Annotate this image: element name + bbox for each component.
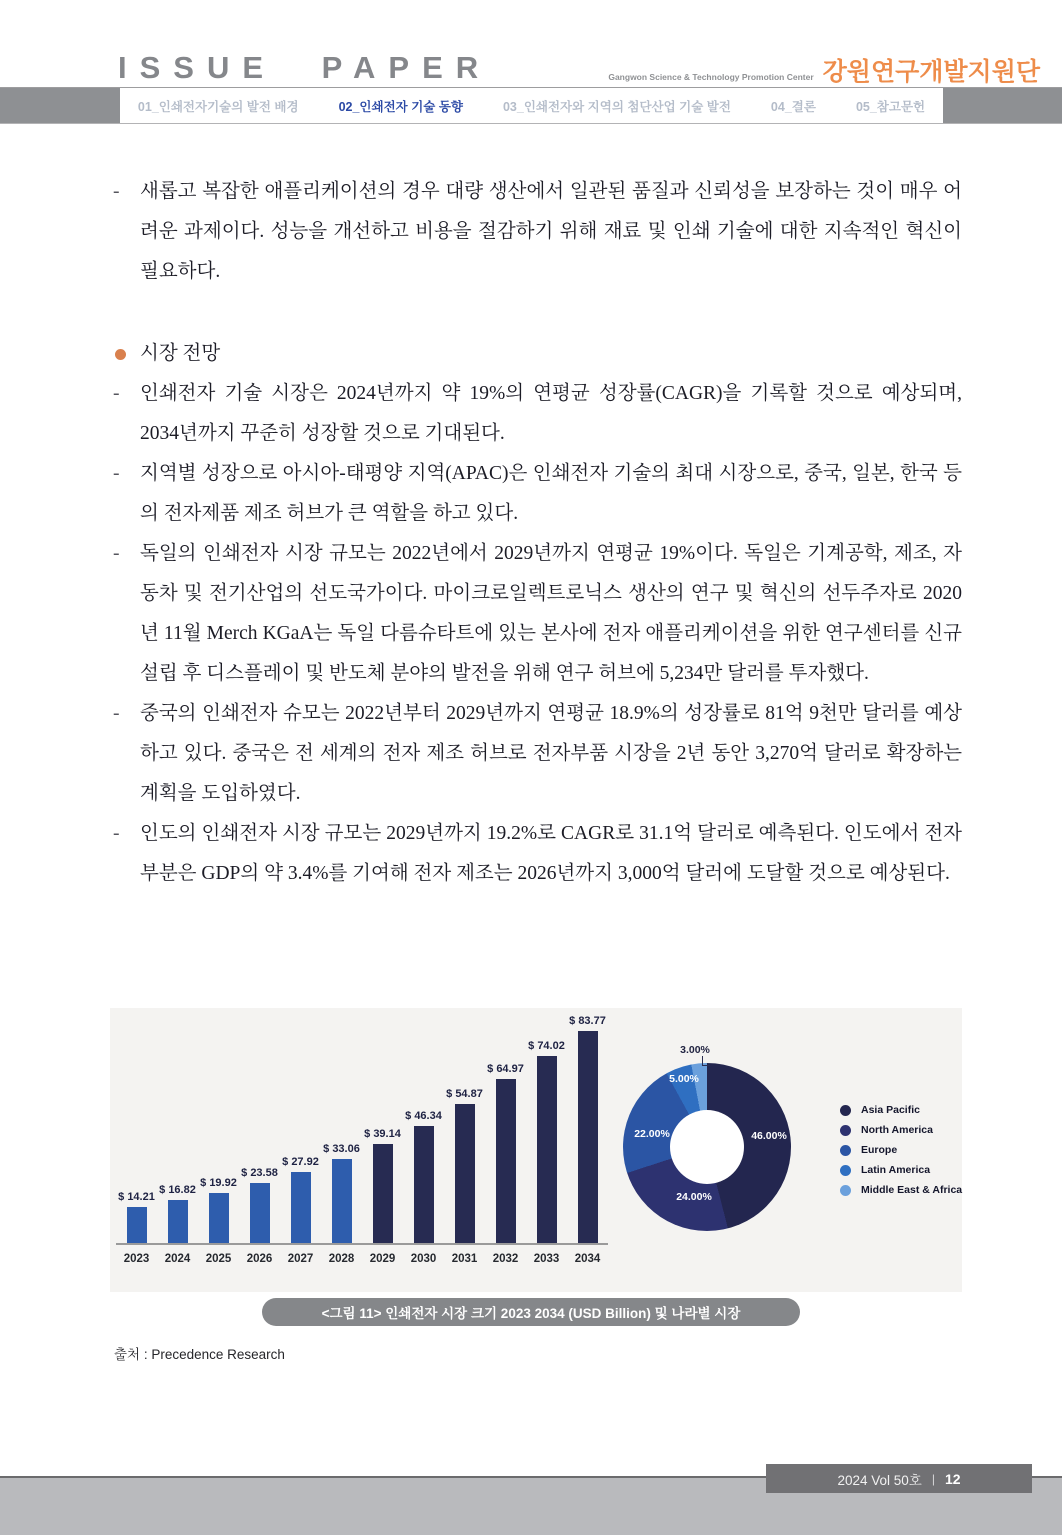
bar [537,1056,557,1243]
bar-value-label: $ 83.77 [569,1015,606,1027]
bar [332,1159,352,1243]
bar-column [239,1167,280,1243]
x-axis-tick-label: 2027 [287,1253,314,1265]
bar-column [280,1156,321,1243]
donut-hole [670,1110,744,1184]
footer-page-number: 12 [944,1470,961,1487]
bar [578,1031,598,1243]
bar [291,1172,311,1243]
bar-column [321,1143,362,1243]
donut-leader-line [702,1056,710,1066]
figure-caption-text: <그림 11> 인쇄전자 시장 크기 2023 2034 (USD Billion) 및 나라별 시장 [321,1306,741,1321]
market-figure [110,1008,962,1292]
legend-item [840,1124,962,1136]
legend-label: Middle East & Africa [861,1184,963,1196]
paragraph-china-market [110,694,962,814]
org-name-korean: 강원연구개발지원단 [822,58,1040,86]
bar [455,1104,475,1243]
orange-bullet-icon [115,349,126,360]
bar-value-label: $ 16.82 [159,1184,196,1196]
bar-column [403,1110,444,1243]
legend-dot-icon [840,1125,851,1136]
dash-marker: - [113,463,120,484]
section-heading-market-outlook [110,334,962,374]
x-axis-tick-label: 2031 [451,1253,478,1265]
tab-03-regional-industry[interactable]: 03_인쇄전자와 지역의 첨단산업 기술 발전 [502,99,731,114]
bar-value-label: $ 39.14 [364,1128,401,1140]
legend-dot-icon [840,1105,851,1116]
bar-column [157,1184,198,1243]
paragraph-text: 인도의 인쇄전자 시장 규모는 2029년까지 19.2%로 CAGR로 31.1억 달러로 예측된다. 인도에서 전자 부분은 GDP의 약 3.4%를 기여해 전자 제조는 2026년까지 3,000억 달러에 도달할 것으로 예상된다. [140,823,962,884]
nav-left-block [0,88,120,123]
x-axis-tick-label: 2024 [164,1253,191,1265]
legend-label: Latin America [861,1164,931,1176]
body-text [110,172,962,894]
paragraph-quality-challenge [110,172,962,292]
bar [168,1200,188,1243]
paragraph-text: 인쇄전자 기술 시장은 2024년까지 약 19%의 연평균 성장률(CAGR)을 기록할 것으로 예상되며, 2034년까지 꾸준히 성장할 것으로 기대된다. [140,383,962,444]
bar-value-label: $ 19.92 [200,1177,237,1189]
bar-column [444,1088,485,1243]
bar-column [362,1128,403,1243]
tab-05-references[interactable]: 05_참고문헌 [855,99,926,114]
org-name-english: Gangwon Science & Technology Promotion Center [608,72,814,82]
donut-percent-label: 46.00% [751,1130,787,1142]
dash-marker: - [113,383,120,404]
x-axis-tick-label: 2034 [574,1253,601,1265]
paragraph-text: 지역별 성장으로 아시아-태평양 지역(APAC)은 인쇄전자 기술의 최대 시장으로, 중국, 일본, 한국 등의 전자제품 제조 허브가 큰 역할을 하고 있다. [140,463,962,524]
figure-caption-pill [262,1298,800,1326]
bar-value-label: $ 64.97 [487,1063,524,1075]
brand-title: ISSUE PAPER [118,50,492,85]
bar [127,1207,147,1243]
bar [496,1079,516,1243]
donut-percent-label: 22.00% [634,1128,670,1140]
x-axis-tick-label: 2032 [492,1253,519,1265]
bar-column [567,1015,608,1243]
donut-percent-label: 5.00% [669,1073,699,1085]
legend-item [840,1164,962,1176]
bar-column [526,1040,567,1243]
section-tabs [120,88,943,123]
x-axis-tick-label: 2029 [369,1253,396,1265]
paragraph-apac-growth [110,454,962,534]
bar [373,1144,393,1243]
bar-value-label: $ 14.21 [118,1191,155,1203]
bar-chart [116,1014,608,1245]
bar-value-label: $ 33.06 [323,1143,360,1155]
bar-value-label: $ 54.87 [446,1088,483,1100]
bar-column [485,1063,526,1243]
paragraph-india-market [110,814,962,894]
tab-01-background[interactable]: 01_인쇄전자기술의 발전 배경 [137,99,299,114]
legend-item [840,1184,962,1196]
figure-source: 출처 : Precedence Research [114,1347,285,1362]
org-header [608,52,1040,88]
legend-label: Asia Pacific [861,1104,920,1116]
bar-value-label: $ 27.92 [282,1156,319,1168]
bar-chart-x-axis [116,1253,608,1265]
x-axis-tick-label: 2028 [328,1253,355,1265]
bar-value-label: $ 46.34 [405,1110,442,1122]
footer-divider: | [931,1471,935,1486]
donut-percent-label: 3.00% [680,1044,710,1056]
tab-04-conclusion[interactable]: 04_결론 [770,99,816,114]
tab-02-tech-trends[interactable]: 02_인쇄전자 기술 동향 [338,99,463,114]
legend-item [840,1144,962,1156]
footer-volume: 2024 Vol 50호 [837,1472,922,1488]
legend-dot-icon [840,1145,851,1156]
x-axis-tick-label: 2025 [205,1253,232,1265]
x-axis-tick-label: 2033 [533,1253,560,1265]
legend-dot-icon [840,1165,851,1176]
legend-label: North America [861,1124,933,1136]
section-heading-text: 시장 전망 [140,343,221,364]
x-axis-tick-label: 2026 [246,1253,273,1265]
bar [209,1193,229,1243]
bar [414,1126,434,1243]
dash-marker: - [113,543,120,564]
x-axis-tick-label: 2030 [410,1253,437,1265]
dash-marker: - [113,823,120,844]
paragraph-text: 새롭고 복잡한 애플리케이션의 경우 대량 생산에서 일관된 품질과 신뢰성을 보장하는 것이 매우 어려운 과제이다. 성능을 개선하고 비용을 절감하기 위해 재료 및 인쇄 기술에 대한 지속적인 혁신이 필요하다. [140,181,962,282]
paragraph-cagr-forecast [110,374,962,454]
footer-page-box [766,1464,1032,1493]
bar-column [198,1177,239,1243]
paragraph-text: 독일의 인쇄전자 시장 규모는 2022년에서 2029년까지 연평균 19%이다. 독일은 기계공학, 제조, 자동차 및 전기산업의 선도국가이다. 마이크로일렉트로닉스 생산의 연구 및 혁신의 선두주자로 2020년 11월 Merch KGaA는 독일 다름슈타트에 있는 본사에 전자 애플리케이션을 위한 연구센터를 신규 설립 후 디스플레이 및 반도체 분야의 발전을 위해 연구 허브에 5,234만 달러를 투자했다. [140,543,962,684]
paragraph-germany-market [110,534,962,694]
dash-marker: - [113,181,120,202]
donut-legend [840,1104,962,1196]
nav-right-block [943,88,1062,123]
section-nav-band [0,87,1062,124]
bar [250,1183,270,1243]
bar-value-label: $ 74.02 [528,1040,565,1052]
legend-item [840,1104,962,1116]
donut-percent-label: 24.00% [676,1191,712,1203]
legend-dot-icon [840,1185,851,1196]
bar-column [116,1191,157,1243]
bar-value-label: $ 23.58 [241,1167,278,1179]
paragraph-text: 중국의 인쇄전자 슈모는 2022년부터 2029년까지 연평균 18.9%의 성장률로 81억 9천만 달러를 예상하고 있다. 중국은 전 세계의 전자 제조 허브로 전자부품 시장을 2년 동안 3,270억 달러로 확장하는 계획을 도입하였다. [140,703,962,804]
x-axis-tick-label: 2023 [123,1253,150,1265]
dash-marker: - [113,703,120,724]
legend-label: Europe [861,1144,898,1156]
